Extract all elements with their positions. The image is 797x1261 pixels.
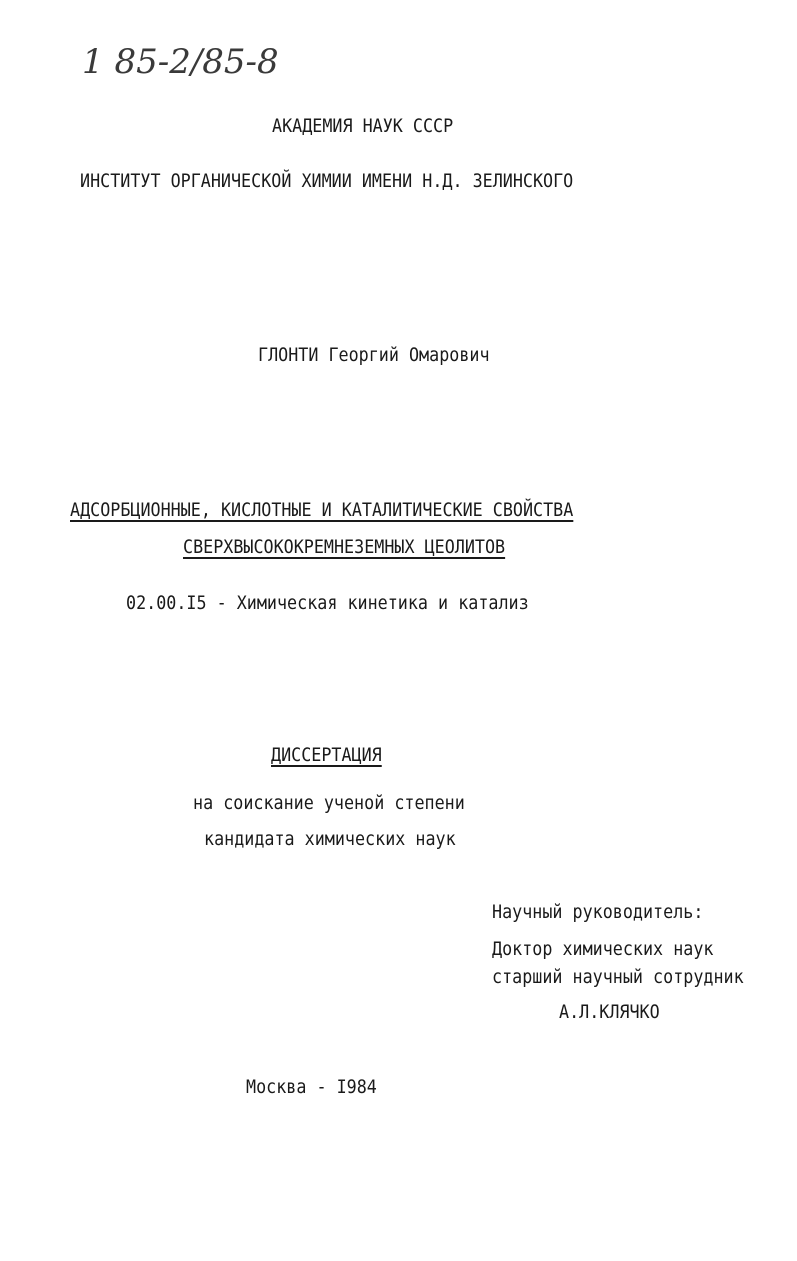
supervisor-position: старший научный сотрудник [492,966,744,988]
specialty-code: 02.00.I5 - Химическая кинетика и катализ [126,592,529,614]
supervisor-name: А.Л.КЛЯЧКО [559,1001,660,1023]
degree-line2: кандидата химических наук [204,828,456,850]
dissertation-title-line2: СВЕРХВЫСОКОКРЕМНЕЗЕМНЫХ ЦЕОЛИТОВ [183,536,506,558]
supervisor-label: Научный руководитель: [492,901,704,923]
degree-line1: на соискание ученой степени [193,792,465,814]
document-type: ДИССЕРТАЦИЯ [271,744,382,766]
academy-name: АКАДЕМИЯ НАУК СССР [272,115,454,137]
supervisor-degree: Доктор химических наук [492,938,714,960]
handwritten-archive-note: 1 85-2/85-8 [82,42,279,82]
institute-name: ИНСТИТУТ ОРГАНИЧЕСКОЙ ХИМИИ ИМЕНИ Н.Д. ЗЕЛИНСКОГО [80,170,574,192]
dissertation-title-line1: АДСОРБЦИОННЫЕ, КИСЛОТНЫЕ И КАТАЛИТИЧЕСКИЕ СВОЙСТВА [70,499,574,521]
place-and-year: Москва - I984 [246,1076,377,1098]
author-name: ГЛОНТИ Георгий Омарович [258,344,490,366]
